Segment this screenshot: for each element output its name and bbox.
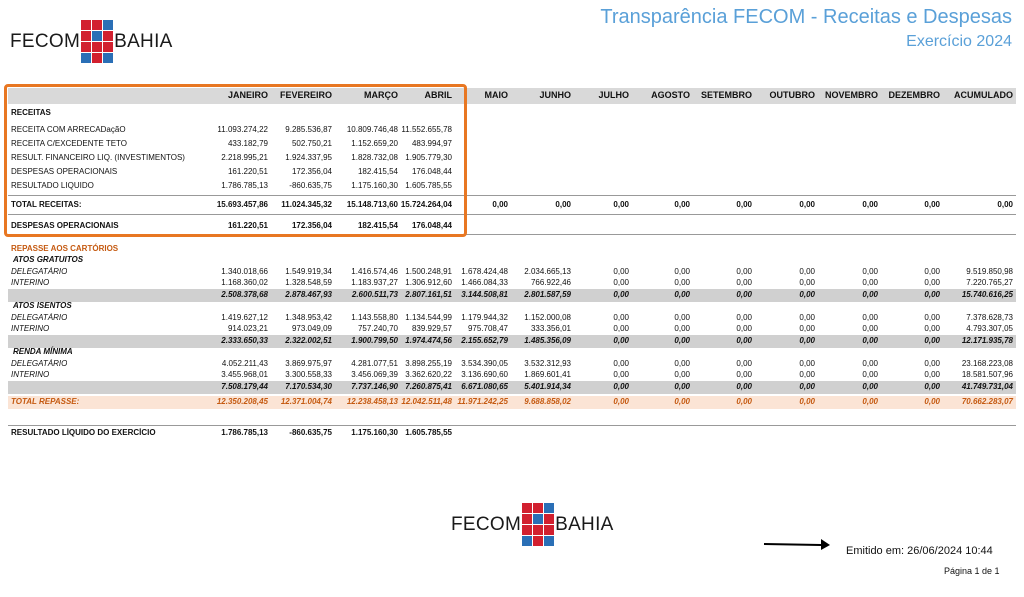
cell-value: 15.148.713,60 bbox=[346, 200, 398, 209]
cell-value: 9.688.858,02 bbox=[524, 397, 571, 406]
logo-text-right: BAHIA bbox=[555, 513, 614, 535]
subtotal-row bbox=[8, 381, 1016, 394]
cell-value: 0,00 bbox=[799, 359, 815, 368]
row-label: DESPESAS OPERACIONAIS bbox=[11, 167, 118, 176]
logo-text-right: BAHIA bbox=[114, 30, 173, 52]
cell-value: 0,00 bbox=[799, 200, 815, 209]
cell-value: 483.994,97 bbox=[411, 139, 452, 148]
cell-value: 1.605.785,55 bbox=[405, 181, 452, 190]
cell-value: 7.378.628,73 bbox=[966, 313, 1013, 322]
cell-value: 0,00 bbox=[862, 370, 878, 379]
logo-grid-icon bbox=[522, 503, 554, 546]
column-header: JULHO bbox=[598, 90, 629, 100]
cell-value: 41.749.731,04 bbox=[961, 382, 1013, 391]
cell-value: 0,00 bbox=[674, 267, 690, 276]
row-label: DELEGATÁRIO bbox=[11, 267, 68, 276]
cell-value: 1.549.919,34 bbox=[285, 267, 332, 276]
cell-value: 182.415,54 bbox=[357, 221, 398, 230]
logo-text-left: FECOM bbox=[10, 30, 81, 52]
cell-value: 0,00 bbox=[736, 290, 752, 299]
row-label: RECEITA C/EXCEDENTE TETO bbox=[11, 139, 128, 148]
cell-value: 502.750,21 bbox=[291, 139, 332, 148]
cell-value: 1.348.953,42 bbox=[285, 313, 332, 322]
cell-value: 766.922,46 bbox=[530, 278, 571, 287]
cell-value: 0,00 bbox=[674, 278, 690, 287]
cell-value: 0,00 bbox=[736, 397, 752, 406]
cell-value: 0,00 bbox=[862, 324, 878, 333]
arrow-right-icon bbox=[763, 536, 831, 552]
cell-value: 0,00 bbox=[736, 313, 752, 322]
cell-value: 0,00 bbox=[736, 200, 752, 209]
group-title: ATOS ISENTOS bbox=[13, 301, 72, 310]
divider bbox=[8, 425, 1016, 426]
logo-text-left: FECOM bbox=[451, 513, 522, 535]
cell-value: 1.328.548,59 bbox=[285, 278, 332, 287]
cell-value: 1.605.785,55 bbox=[405, 428, 452, 437]
row-label: RESULTADO LIQUIDO bbox=[11, 181, 94, 190]
cell-value: 182.415,54 bbox=[357, 167, 398, 176]
row-label: INTERINO bbox=[11, 278, 50, 287]
cell-value: 0,00 bbox=[799, 382, 815, 391]
cell-value: 15.740.616,25 bbox=[961, 290, 1013, 299]
cell-value: 0,00 bbox=[736, 359, 752, 368]
cell-value: 0,00 bbox=[674, 336, 690, 345]
cell-value: 9.519.850,98 bbox=[966, 267, 1013, 276]
cell-value: 4.052.211,43 bbox=[221, 359, 268, 368]
cell-value: 1.419.627,12 bbox=[221, 313, 268, 322]
cell-value: 0,00 bbox=[924, 200, 940, 209]
cell-value: 1.900.799,50 bbox=[351, 336, 398, 345]
cell-value: 0,00 bbox=[862, 382, 878, 391]
cell-value: 1.340.018,66 bbox=[221, 267, 268, 276]
cell-value: 1.485.356,09 bbox=[524, 336, 571, 345]
cell-value: 11.093.274,22 bbox=[217, 125, 268, 134]
cell-value: 3.300.558,33 bbox=[285, 370, 332, 379]
cell-value: 0,00 bbox=[862, 313, 878, 322]
cell-value: 0,00 bbox=[924, 324, 940, 333]
report-title bbox=[600, 6, 1012, 51]
column-header: DEZEMBRO bbox=[888, 90, 940, 100]
subtotal-row bbox=[8, 335, 1016, 348]
cell-value: 0,00 bbox=[674, 313, 690, 322]
cell-value: 1.134.544,99 bbox=[405, 313, 452, 322]
cell-value: 1.175.160,30 bbox=[351, 428, 398, 437]
cell-value: 0,00 bbox=[924, 267, 940, 276]
column-header: ABRIL bbox=[424, 90, 452, 100]
cell-value: 0,00 bbox=[997, 200, 1013, 209]
cell-value: 839.929,57 bbox=[411, 324, 452, 333]
cell-value: 1.786.785,13 bbox=[221, 181, 268, 190]
cell-value: 4.281.077,51 bbox=[351, 359, 398, 368]
cell-value: 0,00 bbox=[492, 200, 508, 209]
cell-value: 2.333.650,33 bbox=[221, 336, 268, 345]
cell-value: 1.500.248,91 bbox=[405, 267, 452, 276]
row-label: INTERINO bbox=[11, 324, 50, 333]
cell-value: 1.924.337,95 bbox=[285, 153, 332, 162]
emitido-em: Emitido em: 26/06/2024 10:44 bbox=[846, 545, 993, 557]
cell-value: 1.175.160,30 bbox=[351, 181, 398, 190]
cell-value: 1.143.558,80 bbox=[351, 313, 398, 322]
cell-value: 3.456.069,39 bbox=[351, 370, 398, 379]
report-year: Exercício 2024 bbox=[906, 33, 1012, 50]
cell-value: 0,00 bbox=[862, 290, 878, 299]
cell-value: 7.508.179,44 bbox=[221, 382, 268, 391]
cell-value: 0,00 bbox=[613, 200, 629, 209]
cell-value: 5.401.914,34 bbox=[524, 382, 571, 391]
cell-value: 0,00 bbox=[674, 370, 690, 379]
cell-value: 0,00 bbox=[799, 313, 815, 322]
cell-value: 0,00 bbox=[736, 336, 752, 345]
cell-value: 1.306.912,60 bbox=[405, 278, 452, 287]
row-label: INTERINO bbox=[11, 370, 50, 379]
cell-value: 0,00 bbox=[736, 267, 752, 276]
cell-value: 70.662.283,07 bbox=[961, 397, 1013, 406]
cell-value: 3.898.255,19 bbox=[405, 359, 452, 368]
cell-value: 172.356,04 bbox=[291, 221, 332, 230]
column-header: MARÇO bbox=[364, 90, 398, 100]
cell-value: 15.693.457,86 bbox=[216, 200, 268, 209]
cell-value: 2.878.467,93 bbox=[285, 290, 332, 299]
row-label: TOTAL REPASSE: bbox=[11, 397, 80, 406]
cell-value: 7.737.146,90 bbox=[351, 382, 398, 391]
cell-value: 4.793.307,05 bbox=[966, 324, 1013, 333]
column-header: AGOSTO bbox=[651, 90, 690, 100]
logo-grid-icon bbox=[81, 20, 113, 63]
highlight-box bbox=[4, 84, 467, 237]
cell-value: 1.974.474,56 bbox=[405, 336, 452, 345]
cell-value: 7.260.875,41 bbox=[405, 382, 452, 391]
cell-value: 0,00 bbox=[799, 397, 815, 406]
cell-value: 7.220.765,27 bbox=[966, 278, 1013, 287]
group-title: ATOS GRATUITOS bbox=[13, 255, 84, 264]
cell-value: 973.049,09 bbox=[291, 324, 332, 333]
cell-value: 161.220,51 bbox=[227, 221, 268, 230]
column-header: OUTUBRO bbox=[769, 90, 815, 100]
cell-value: 914.023,21 bbox=[227, 324, 268, 333]
cell-value: 1.152.000,08 bbox=[524, 313, 571, 322]
cell-value: 3.362.620,22 bbox=[405, 370, 452, 379]
cell-value: 0,00 bbox=[924, 278, 940, 287]
cell-value: 1.869.601,41 bbox=[524, 370, 571, 379]
cell-value: 1.828.732,08 bbox=[351, 153, 398, 162]
cell-value: 2.034.665,13 bbox=[524, 267, 571, 276]
column-header: JANEIRO bbox=[227, 90, 268, 100]
fecom-bahia-logo bbox=[10, 20, 173, 63]
cell-value: 18.581.507,96 bbox=[961, 370, 1013, 379]
cell-value: 1.905.779,30 bbox=[405, 153, 452, 162]
cell-value: 2.218.995,21 bbox=[221, 153, 268, 162]
cell-value: 0,00 bbox=[613, 324, 629, 333]
cell-value: -860.635,75 bbox=[289, 181, 332, 190]
cell-value: 0,00 bbox=[613, 278, 629, 287]
cell-value: 0,00 bbox=[736, 382, 752, 391]
cell-value: 333.356,01 bbox=[530, 324, 571, 333]
row-label: RECEITA COM ARRECADaçãO bbox=[11, 125, 126, 134]
cell-value: 176.048,44 bbox=[411, 167, 452, 176]
cell-value: 0,00 bbox=[799, 336, 815, 345]
cell-value: 11.552.655,78 bbox=[401, 125, 452, 134]
section-repasse: REPASSE AOS CARTÓRIOS bbox=[11, 244, 119, 253]
cell-value: 0,00 bbox=[613, 382, 629, 391]
cell-value: 1.466.084,33 bbox=[461, 278, 508, 287]
column-header: ACUMULADO bbox=[954, 90, 1013, 100]
cell-value: 0,00 bbox=[924, 359, 940, 368]
cell-value: 161.220,51 bbox=[227, 167, 268, 176]
cell-value: 975.708,47 bbox=[467, 324, 508, 333]
cell-value: 1.152.659,20 bbox=[351, 139, 398, 148]
cell-value: 2.801.587,59 bbox=[524, 290, 571, 299]
cell-value: 0,00 bbox=[862, 397, 878, 406]
cell-value: 3.534.390,05 bbox=[461, 359, 508, 368]
total-repasse-row bbox=[8, 396, 1016, 409]
cell-value: 0,00 bbox=[613, 290, 629, 299]
column-header: MAIO bbox=[484, 90, 508, 100]
cell-value: 3.869.975,97 bbox=[285, 359, 332, 368]
cell-value: 12.350.208,45 bbox=[216, 397, 268, 406]
cell-value: 176.048,44 bbox=[411, 221, 452, 230]
subtotal-row bbox=[8, 289, 1016, 302]
cell-value: 0,00 bbox=[674, 324, 690, 333]
column-header: JUNHO bbox=[539, 90, 571, 100]
cell-value: -860.635,75 bbox=[289, 428, 332, 437]
row-label: DELEGATÁRIO bbox=[11, 313, 68, 322]
cell-value: 0,00 bbox=[924, 397, 940, 406]
cell-value: 0,00 bbox=[674, 397, 690, 406]
cell-value: 0,00 bbox=[799, 278, 815, 287]
cell-value: 0,00 bbox=[674, 382, 690, 391]
cell-value: 2.322.002,51 bbox=[285, 336, 332, 345]
cell-value: 7.170.534,30 bbox=[285, 382, 332, 391]
cell-value: 0,00 bbox=[924, 382, 940, 391]
row-label: DELEGATÁRIO bbox=[11, 359, 68, 368]
group-title: RENDA MÍNIMA bbox=[13, 347, 73, 356]
report-title-main: Transparência FECOM - Receitas e Despesas bbox=[600, 6, 1012, 28]
cell-value: 1.786.785,13 bbox=[221, 428, 268, 437]
cell-value: 0,00 bbox=[736, 278, 752, 287]
column-header: NOVEMBRO bbox=[824, 90, 878, 100]
cell-value: 3.455.968,01 bbox=[221, 370, 268, 379]
cell-value: 0,00 bbox=[613, 336, 629, 345]
cell-value: 1.678.424,48 bbox=[461, 267, 508, 276]
cell-value: 0,00 bbox=[736, 324, 752, 333]
cell-value: 0,00 bbox=[924, 370, 940, 379]
row-label: DESPESAS OPERACIONAIS bbox=[11, 221, 119, 230]
column-header: FEVEREIRO bbox=[279, 90, 332, 100]
cell-value: 0,00 bbox=[674, 359, 690, 368]
cell-value: 2.600.511,73 bbox=[351, 290, 398, 299]
cell-value: 0,00 bbox=[862, 267, 878, 276]
cell-value: 23.168.223,08 bbox=[961, 359, 1013, 368]
cell-value: 0,00 bbox=[613, 370, 629, 379]
cell-value: 15.724.264,04 bbox=[400, 200, 452, 209]
cell-value: 757.240,70 bbox=[357, 324, 398, 333]
cell-value: 11.971.242,25 bbox=[457, 397, 508, 406]
cell-value: 0,00 bbox=[862, 359, 878, 368]
cell-value: 0,00 bbox=[555, 200, 571, 209]
cell-value: 0,00 bbox=[613, 313, 629, 322]
resultado-liquido-row bbox=[8, 427, 1016, 440]
cell-value: 12.238.458,13 bbox=[346, 397, 398, 406]
fecom-bahia-logo-footer bbox=[451, 503, 614, 546]
cell-value: 0,00 bbox=[674, 200, 690, 209]
cell-value: 9.285.536,87 bbox=[285, 125, 332, 134]
cell-value: 0,00 bbox=[613, 397, 629, 406]
cell-value: 12.171.935,78 bbox=[961, 336, 1013, 345]
page-number: Página 1 de 1 bbox=[944, 566, 1000, 576]
cell-value: 0,00 bbox=[799, 324, 815, 333]
cell-value: 1.179.944,32 bbox=[461, 313, 508, 322]
cell-value: 12.371.004,74 bbox=[280, 397, 332, 406]
cell-value: 0,00 bbox=[799, 290, 815, 299]
cell-value: 0,00 bbox=[924, 313, 940, 322]
cell-value: 11.024.345,32 bbox=[281, 200, 332, 209]
cell-value: 1.416.574,46 bbox=[351, 267, 398, 276]
row-label: RESULT. FINANCEIRO LIQ. (INVESTIMENTOS) bbox=[11, 153, 185, 162]
cell-value: 10.809.746,48 bbox=[346, 125, 398, 134]
row-label: RESULTADO LÍQUIDO DO EXERCÍCIO bbox=[11, 428, 156, 437]
row-label: TOTAL RECEITAS: bbox=[11, 200, 82, 209]
cell-value: 0,00 bbox=[799, 370, 815, 379]
cell-value: 0,00 bbox=[736, 370, 752, 379]
cell-value: 0,00 bbox=[862, 200, 878, 209]
cell-value: 2.508.378,68 bbox=[221, 290, 268, 299]
cell-value: 1.183.937,27 bbox=[351, 278, 398, 287]
cell-value: 3.144.508,81 bbox=[461, 290, 508, 299]
cell-value: 3.532.312,93 bbox=[524, 359, 571, 368]
cell-value: 433.182,79 bbox=[227, 139, 268, 148]
section-receitas: RECEITAS bbox=[11, 108, 51, 117]
cell-value: 172.356,04 bbox=[291, 167, 332, 176]
cell-value: 1.168.360,02 bbox=[221, 278, 268, 287]
cell-value: 0,00 bbox=[674, 290, 690, 299]
cell-value: 2.807.161,51 bbox=[405, 290, 452, 299]
cell-value: 3.136.690,60 bbox=[461, 370, 508, 379]
column-header: SETEMBRO bbox=[700, 90, 752, 100]
cell-value: 0,00 bbox=[924, 336, 940, 345]
cell-value: 0,00 bbox=[613, 359, 629, 368]
cell-value: 0,00 bbox=[613, 267, 629, 276]
cell-value: 0,00 bbox=[862, 278, 878, 287]
cell-value: 2.155.652,79 bbox=[461, 336, 508, 345]
cell-value: 0,00 bbox=[862, 336, 878, 345]
cell-value: 0,00 bbox=[924, 290, 940, 299]
cell-value: 12.042.511,48 bbox=[401, 397, 452, 406]
cell-value: 0,00 bbox=[799, 267, 815, 276]
cell-value: 6.671.080,65 bbox=[461, 382, 508, 391]
